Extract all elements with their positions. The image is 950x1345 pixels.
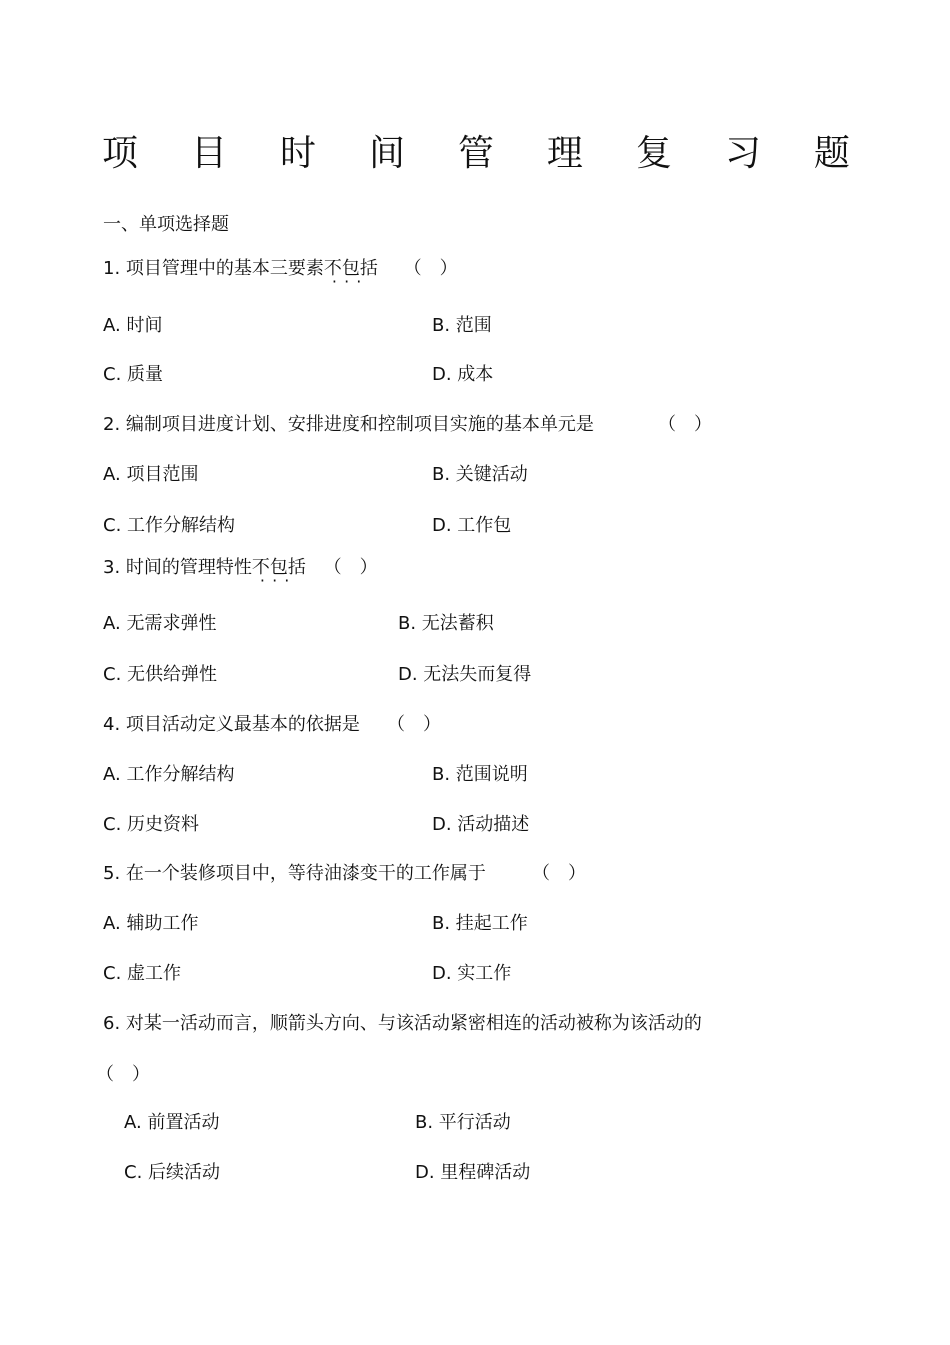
option-a: A. 项目范围 — [103, 464, 199, 485]
emphasized-text: 不包括 · · · — [324, 258, 378, 279]
option-b: B. 范围说明 — [432, 764, 528, 785]
option-d: D. 成本 — [432, 364, 494, 385]
option-a: A. 辅助工作 — [103, 913, 199, 934]
answer-blank: （ ） — [387, 714, 441, 735]
option-a: A. 无需求弹性 — [103, 613, 217, 634]
option-c: C. 质量 — [103, 364, 164, 385]
emphasized-text: 不包括 · · · — [252, 557, 306, 578]
document-title — [102, 132, 850, 176]
answer-blank: （ ） — [323, 557, 378, 578]
title-char: 题 — [813, 133, 850, 174]
option-d: D. 实工作 — [432, 963, 512, 984]
option-d: D. 工作包 — [432, 515, 512, 536]
option-b: B. 平行活动 — [415, 1112, 511, 1133]
option-c: C. 后续活动 — [124, 1162, 221, 1183]
option-c: C. 工作分解结构 — [103, 515, 236, 536]
answer-blank: （ ） — [96, 1064, 150, 1085]
option-a: A. 前置活动 — [124, 1112, 220, 1133]
option-c: C. 无供给弹性 — [103, 664, 218, 685]
question-5-stem: 5. 在一个装修项目中，等待油漆变干的工作属于 — [103, 863, 486, 884]
question-1-stem — [103, 256, 458, 282]
title-char: 理 — [546, 133, 583, 174]
title-char: 习 — [724, 133, 761, 174]
option-c: C. 历史资料 — [103, 814, 200, 835]
answer-blank: （ ） — [658, 414, 712, 435]
option-a: A. 工作分解结构 — [103, 764, 235, 785]
section-heading: 一、单项选择题 — [103, 214, 229, 235]
question-2-stem: 2. 编制项目进度计划、安排进度和控制项目实施的基本单元是 — [103, 414, 594, 435]
question-3-stem — [103, 555, 378, 581]
title-char: 目 — [190, 133, 227, 174]
option-d: D. 活动描述 — [432, 814, 530, 835]
option-b: B. 无法蓄积 — [398, 613, 494, 634]
option-b: B. 挂起工作 — [432, 913, 528, 934]
title-char: 时 — [279, 133, 316, 174]
answer-blank: （ ） — [532, 863, 586, 884]
question-stem-text: 1. 项目管理中的基本三要素 — [103, 258, 324, 279]
title-char: 项 — [102, 133, 139, 174]
answer-blank: （ ） — [403, 258, 458, 279]
option-a: A. 时间 — [103, 315, 163, 336]
title-char: 复 — [635, 133, 672, 174]
question-6-stem: 6. 对某一活动而言，顺箭头方向、与该活动紧密相连的活动被称为该活动的 — [103, 1013, 702, 1034]
option-b: B. 范围 — [432, 315, 492, 336]
title-char: 间 — [368, 133, 405, 174]
option-c: C. 虚工作 — [103, 963, 182, 984]
question-stem-text: 3. 时间的管理特性 — [103, 557, 252, 578]
option-d: D. 无法失而复得 — [398, 664, 532, 685]
question-4-stem: 4. 项目活动定义最基本的依据是 — [103, 714, 360, 735]
option-b: B. 关键活动 — [432, 464, 528, 485]
title-char: 管 — [457, 133, 494, 174]
option-d: D. 里程碑活动 — [415, 1162, 531, 1183]
